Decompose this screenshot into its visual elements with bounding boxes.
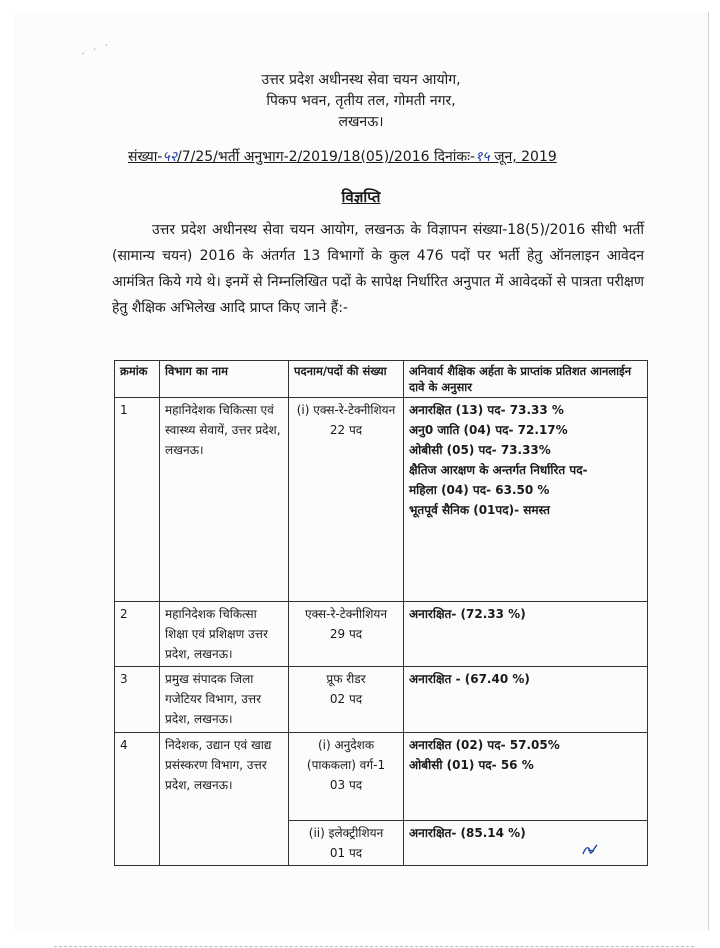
row-post-title: एक्स-रे-टेक्नीशियन — [304, 607, 388, 621]
reference-line — [128, 147, 557, 166]
row-post-title: (ii) इलेक्ट्रीशियन — [308, 826, 384, 840]
row-post-title: प्रूफ रीडर — [326, 672, 366, 686]
row-post-title: (i) एक्स-रे-टेक्नीशियन — [296, 403, 396, 417]
row-department: महानिदेशक चिकित्सा एवं स्वास्थ्य सेवायें, उत्तर प्रदेश, लखनऊ। — [165, 403, 281, 457]
row-department: निदेशक, उद्यान एवं खाद्य प्रसंस्करण विभाग, उत्तर प्रदेश, लखनऊ। — [165, 738, 272, 792]
quota-line: ओबीसी (05) पद- 73.33% — [409, 443, 551, 457]
quota-line: अनारक्षित- (85.14 %) — [409, 826, 526, 840]
table-header-row — [115, 361, 648, 398]
row-post-count: 01 पद — [329, 846, 363, 860]
letterhead-line-1: उत्तर प्रदेश अधीनस्थ सेवा चयन आयोग, — [261, 72, 461, 88]
notice-title: विज्ञप्ति — [341, 188, 381, 206]
row-serial: 1 — [115, 398, 160, 602]
row-serial: 2 — [115, 602, 160, 667]
table-row — [115, 602, 648, 667]
row-post-title: (i) अनुदेशक (पाककला) वर्ग-1 — [306, 738, 386, 772]
quota-line: अनारक्षित (13) पद- 73.33 % — [409, 403, 564, 417]
reference-prefix: संख्या- — [128, 149, 163, 165]
table-row — [115, 667, 648, 733]
letterhead-line-3: लखनऊ। — [338, 114, 384, 130]
document-page — [14, 12, 709, 930]
header-qualifying-percent: अनिवार्य शैक्षिक अर्हता के प्राप्तांक प्रतिशत आनलाईन दावे के अनुसार — [404, 361, 648, 398]
reference-number-handwritten: ५२ — [162, 149, 178, 165]
row-serial: 3 — [115, 667, 160, 733]
table-row — [115, 398, 648, 602]
initials-mark — [580, 840, 600, 860]
table-row — [115, 733, 648, 821]
row-post-count: 02 पद — [329, 692, 363, 706]
reference-middle: /7/25/भर्ती अनुभाग-2/2019/18(05)/2016 दिनांकः- — [177, 149, 476, 165]
row-post-count: 03 पद — [329, 778, 363, 792]
quota-line: भूतपूर्व सैनिक (01पद)- समस्त — [409, 503, 551, 517]
row-post-count: 29 पद — [329, 627, 363, 641]
header-department: विभाग का नाम — [160, 361, 289, 398]
quota-line: अनारक्षित- (72.33 %) — [409, 607, 526, 621]
row-department: महानिदेशक चिकित्सा शिक्षा एवं प्रशिक्षण उत्तर प्रदेश, लखनऊ। — [165, 607, 268, 661]
quota-line: महिला (04) पद- 63.50 % — [409, 483, 550, 497]
quota-line: अनारक्षित (02) पद- 57.05% — [409, 738, 560, 752]
row-department: प्रमुख संपादक जिला गजेटियर विभाग, उत्तर प्रदेश, लखनऊ। — [165, 672, 261, 726]
row-serial: 4 — [115, 733, 160, 866]
posts-table — [114, 360, 648, 866]
row-post-count: 22 पद — [329, 423, 363, 437]
quota-line: क्षैतिज आरक्षण के अन्तर्गत निर्धारित पद- — [409, 463, 588, 477]
corner-smudge: · · · — [80, 39, 113, 61]
header-post: पदनाम/पदों की संख्या — [289, 361, 404, 398]
reference-suffix: जून, 2019 — [489, 149, 557, 165]
letterhead — [14, 70, 708, 133]
quota-line: अनु0 जाति (04) पद- 72.17% — [409, 423, 568, 437]
quota-line: अनारक्षित - (67.40 %) — [409, 672, 530, 686]
quota-line: ओबीसी (01) पद- 56 % — [409, 758, 534, 772]
reference-date-handwritten: १५ — [475, 149, 490, 165]
notice-paragraph: उत्तर प्रदेश अधीनस्थ सेवा चयन आयोग, लखनऊ के विज्ञापन संख्या-18(5)/2016 सीधी भर्ती (सामान्य चयन) 2016 के अंतर्गत 13 विभागों के कुल 476 पदों पर भर्ती हेतु ऑनलाइन आवेदन आमंत्रित किये गये थे। इनमें से निम्नलिखित पदों के सापेक्ष निर्धारित अनुपात में आवेदकों से पात्रता परीक्षण हेतु शैक्षिक अभिलेख आदि प्राप्त किए जाने हैं:- — [112, 222, 644, 316]
letterhead-line-2: पिकप भवन, तृतीय तल, गोमती नगर, — [266, 93, 456, 109]
header-serial: क्रमांक — [115, 361, 160, 398]
